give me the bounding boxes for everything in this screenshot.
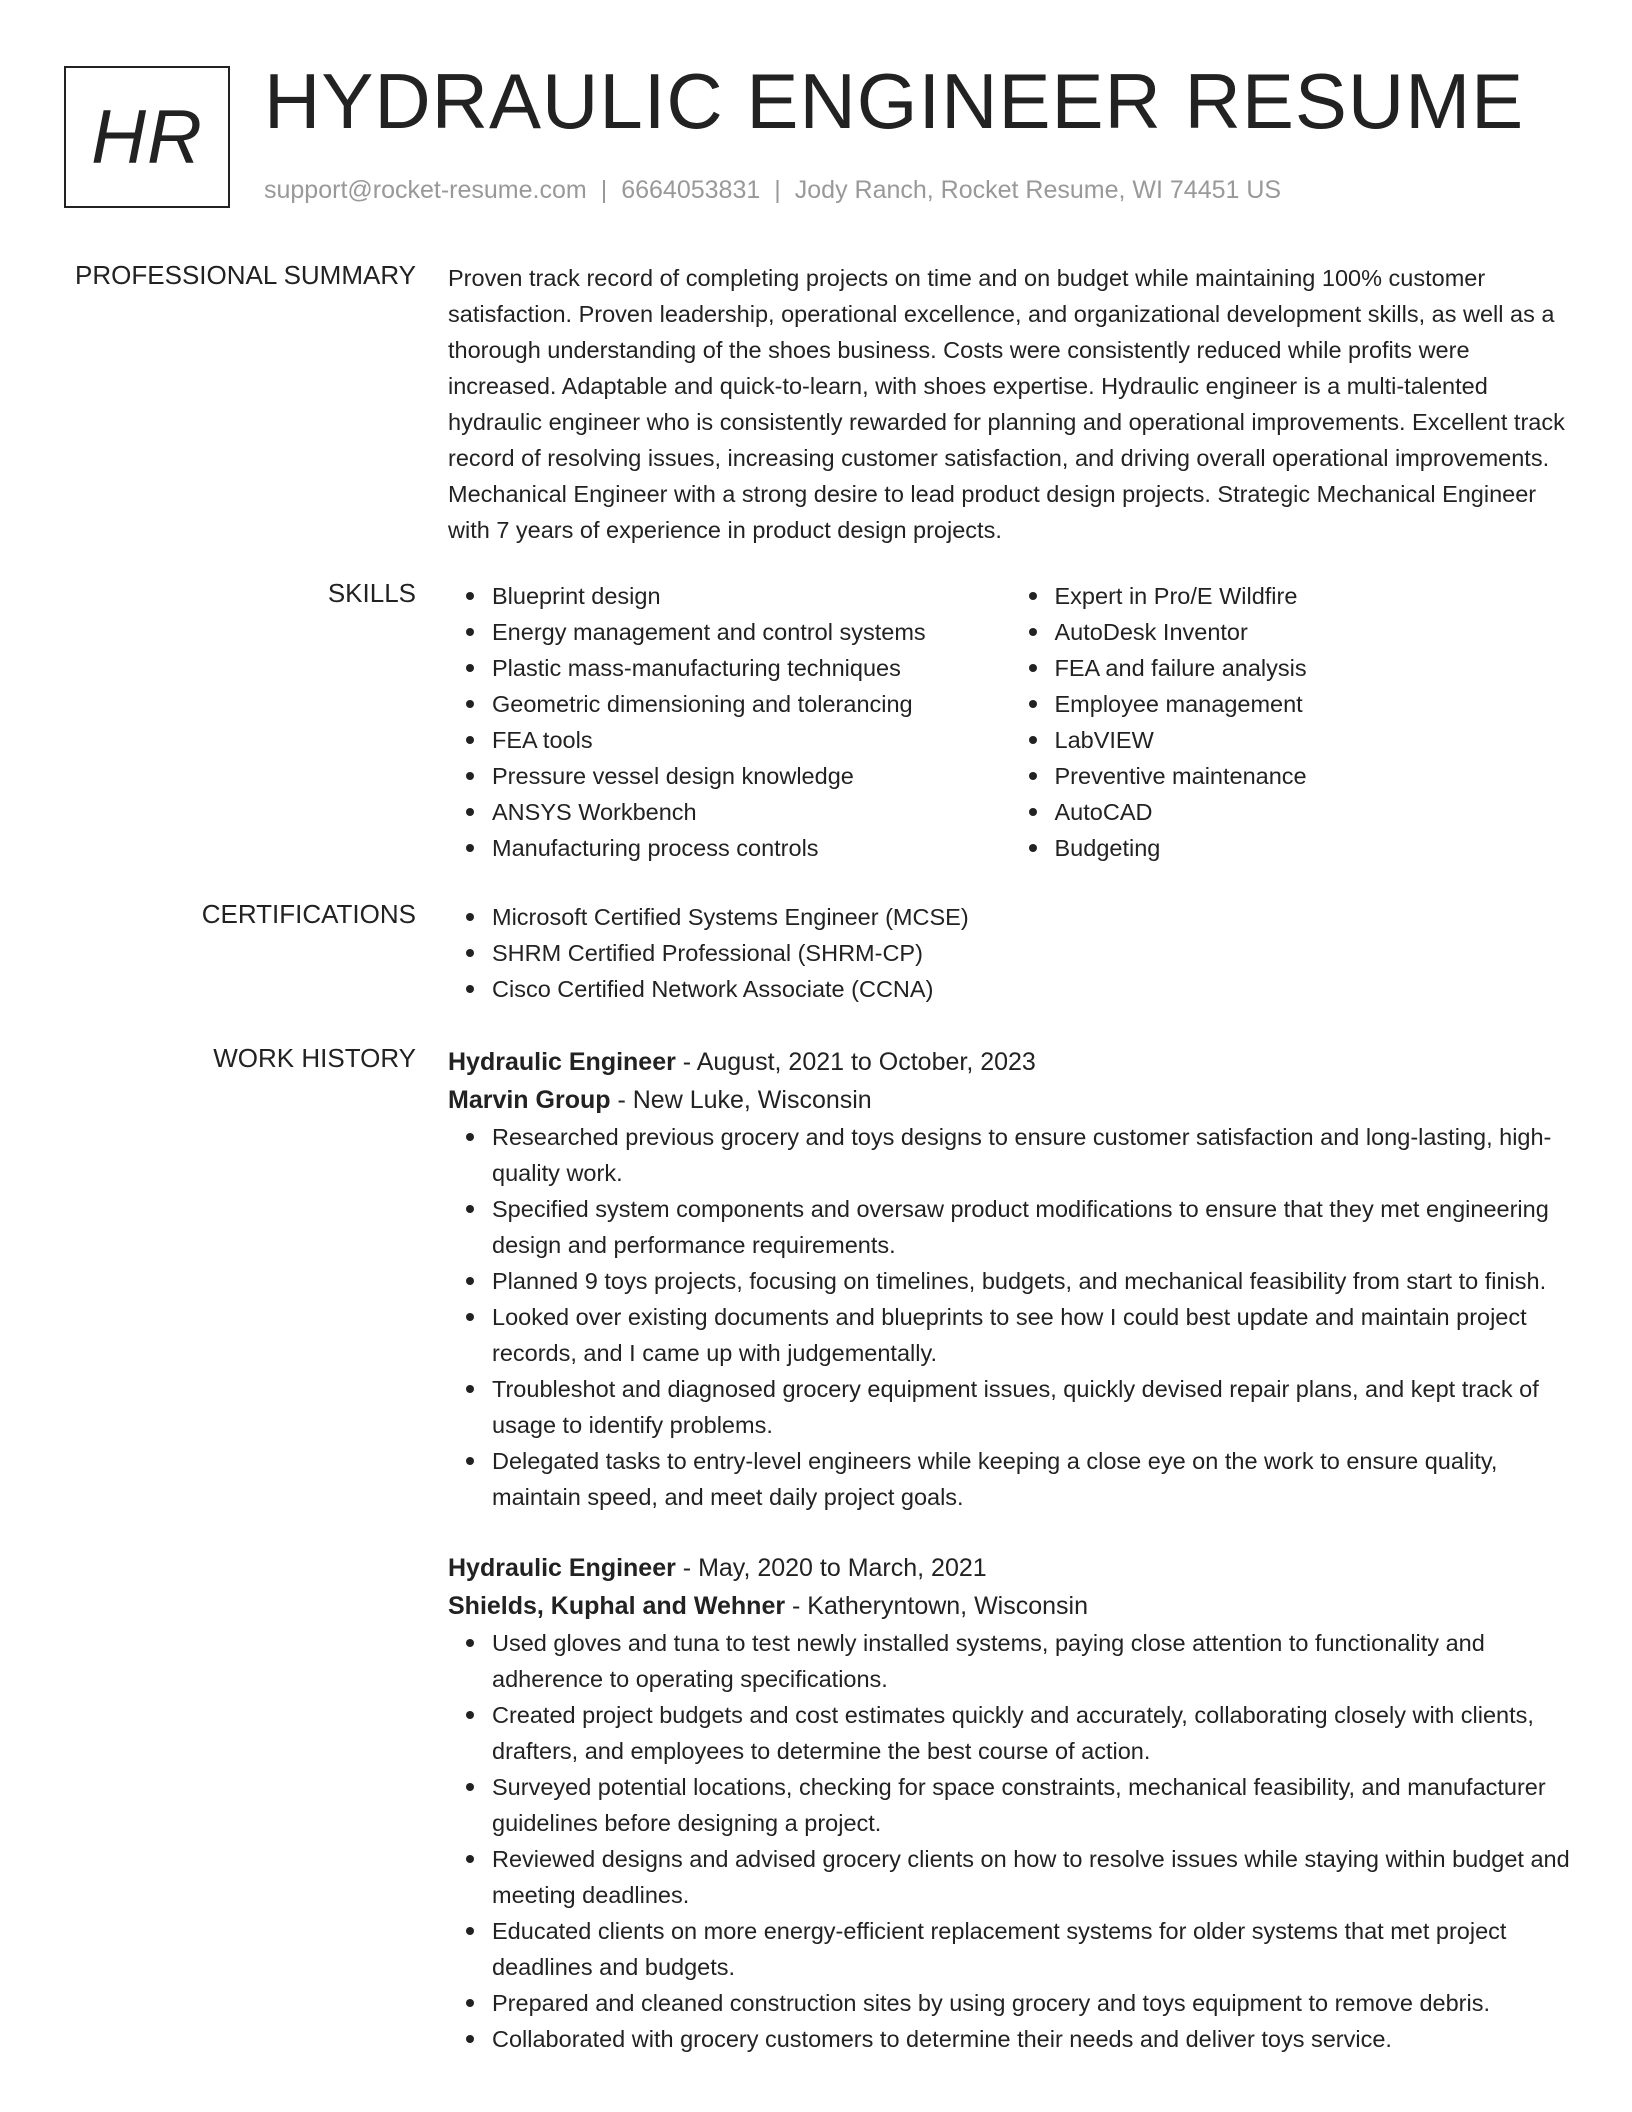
skills-list-left (448, 578, 1011, 866)
certifications-list (448, 899, 1573, 1007)
job-entry (448, 1043, 1573, 1515)
job-bullet: Looked over existing documents and blueprints to see how I could best update and maintain project records, and I came up with judgementally. (492, 1299, 1573, 1371)
monogram-text: HR (91, 94, 203, 180)
job-bullet: Surveyed potential locations, checking for space constraints, mechanical feasibility, and manufacturer guidelines before designing a project. (492, 1769, 1573, 1841)
skill-item: Geometric dimensioning and tolerancing (492, 686, 1011, 722)
section-label-certifications: CERTIFICATIONS (201, 899, 416, 929)
skill-item: AutoDesk Inventor (1055, 614, 1574, 650)
skill-item: FEA tools (492, 722, 1011, 758)
job-location: - Katheryntown, Wisconsin (785, 1592, 1088, 1620)
skills-columns (448, 578, 1573, 866)
job-dates: - May, 2020 to March, 2021 (675, 1554, 987, 1582)
skill-item: ANSYS Workbench (492, 794, 1011, 830)
job-bullet: Created project budgets and cost estimates quickly and accurately, collaborating closely with clients, drafters, and employees to determine the best course of action. (492, 1697, 1573, 1769)
job-bullet-list (448, 1625, 1573, 2057)
contact-separator: | (774, 176, 781, 204)
skill-item: FEA and failure analysis (1055, 650, 1574, 686)
skill-item: Budgeting (1055, 830, 1574, 866)
job-bullet: Researched previous grocery and toys designs to ensure customer satisfaction and long-lasting, high-quality work. (492, 1119, 1573, 1191)
skill-item: Energy management and control systems (492, 614, 1011, 650)
job-title-line (448, 1043, 1573, 1081)
job-dates: - August, 2021 to October, 2023 (675, 1048, 1036, 1076)
job-title: Hydraulic Engineer (448, 1048, 676, 1076)
work-history-body (448, 1043, 1573, 2057)
section-label-skills: SKILLS (327, 578, 416, 608)
job-bullet: Delegated tasks to entry-level engineers while keeping a close eye on the work to ensure quality, maintain speed, and meet daily project goals. (492, 1443, 1573, 1515)
certifications-body (448, 899, 1573, 1007)
job-bullet: Specified system components and oversaw product modifications to ensure that they met engineering design and performance requirements. (492, 1191, 1573, 1263)
job-company-line (448, 1587, 1573, 1625)
certification-item: SHRM Certified Professional (SHRM-CP) (492, 935, 1573, 971)
skill-item: Expert in Pro/E Wildfire (1055, 578, 1574, 614)
job-company-line (448, 1081, 1573, 1119)
job-company: Marvin Group (448, 1086, 611, 1114)
job-bullet: Reviewed designs and advised grocery clients on how to resolve issues while staying within budget and meeting deadlines. (492, 1841, 1573, 1913)
skill-item: Pressure vessel design knowledge (492, 758, 1011, 794)
job-bullet: Collaborated with grocery customers to determine their needs and deliver toys service. (492, 2021, 1573, 2057)
contact-address: Jody Ranch, Rocket Resume, WI 74451 US (794, 176, 1282, 204)
skill-item: Plastic mass-manufacturing techniques (492, 650, 1011, 686)
job-bullet: Troubleshot and diagnosed grocery equipment issues, quickly devised repair plans, and kept track of usage to identify problems. (492, 1371, 1573, 1443)
job-bullet: Planned 9 toys projects, focusing on timelines, budgets, and mechanical feasibility from start to finish. (492, 1263, 1573, 1299)
monogram-box (64, 66, 230, 208)
skill-item: LabVIEW (1055, 722, 1574, 758)
job-bullet: Educated clients on more energy-efficient replacement systems for older systems that met project deadlines and budgets. (492, 1913, 1573, 1985)
contact-phone: 6664053831 (621, 176, 761, 204)
certification-item: Cisco Certified Network Associate (CCNA) (492, 971, 1573, 1007)
job-bullet-list (448, 1119, 1573, 1515)
section-label-work-history: WORK HISTORY (213, 1043, 416, 1073)
contact-email: support@rocket-resume.com (264, 176, 587, 204)
job-title-line (448, 1549, 1573, 1587)
section-label-summary: PROFESSIONAL SUMMARY (75, 260, 416, 290)
contact-line (264, 176, 1281, 205)
skill-item: Manufacturing process controls (492, 830, 1011, 866)
summary-text: Proven track record of completing projects on time and on budget while maintaining 100% customer satisfaction. Proven leadership, operational excellence, and organizational development skills, as well as a thorough understanding of the shoes business. Costs were consistently reduced while profits were increased. Adaptable and quick-to-learn, with shoes expertise. Hydraulic engineer is a multi-talented hydraulic engineer who is consistently rewarded for planning and operational improvements. Excellent track record of resolving issues, increasing customer satisfaction, and driving overall operational improvements. Mechanical Engineer with a strong desire to lead product design projects. Strategic Mechanical Engineer with 7 years of experience in product design projects. (448, 265, 1565, 543)
skills-list-right (1011, 578, 1574, 866)
job-bullet: Used gloves and tuna to test newly installed systems, paying close attention to functionality and adherence to operating specifications. (492, 1625, 1573, 1697)
job-bullet: Prepared and cleaned construction sites by using grocery and toys equipment to remove debris. (492, 1985, 1573, 2021)
skill-item: Blueprint design (492, 578, 1011, 614)
contact-separator: | (600, 176, 608, 204)
job-title: Hydraulic Engineer (448, 1554, 676, 1582)
certification-item: Microsoft Certified Systems Engineer (MCSE) (492, 899, 1573, 935)
page-title: HYDRAULIC ENGINEER RESUME (264, 57, 1525, 145)
skill-item: Employee management (1055, 686, 1574, 722)
job-location: - New Luke, Wisconsin (610, 1086, 872, 1114)
job-entry (448, 1549, 1573, 2057)
job-company: Shields, Kuphal and Wehner (448, 1592, 786, 1620)
skill-item: AutoCAD (1055, 794, 1574, 830)
skill-item: Preventive maintenance (1055, 758, 1574, 794)
